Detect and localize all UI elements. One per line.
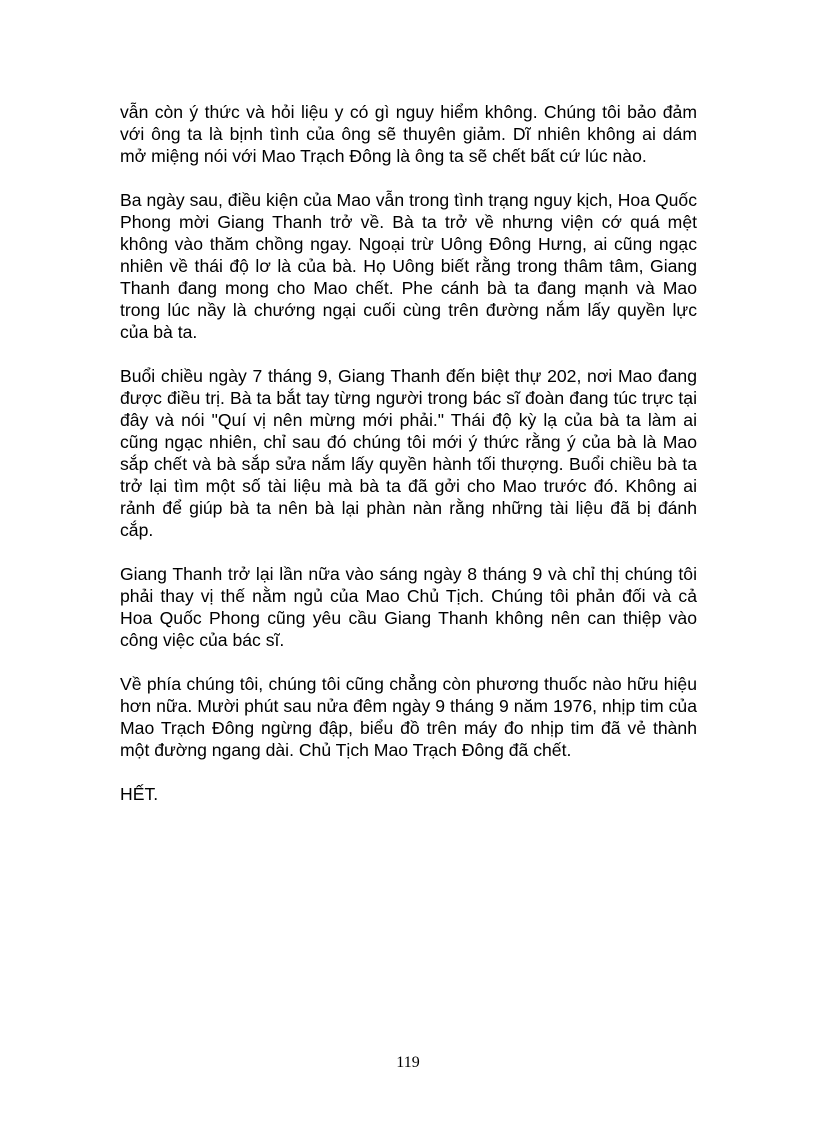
paragraph: Về phía chúng tôi, chúng tôi cũng chẳng còn phương thuốc nào hữu hiệu hơn nữa. Mười phút sau nửa đêm ngày 9 tháng 9 năm 1976, nhịp tim của Mao Trạch Đông ngừng đập, biểu đồ trên máy đo nhịp tim đã vẻ thành một đường ngang dài. Chủ Tịch Mao Trạch Đông đã chết.	[120, 674, 697, 760]
paragraph: Ba ngày sau, điều kiện của Mao vẫn trong tình trạng nguy kịch, Hoa Quốc Phong mời Giang Thanh trở về. Bà ta trở về nhưng viện cớ quá mệt không vào thăm chồng ngay. Ngoại trừ Uông Đông Hưng, ai cũng ngạc nhiên về thái độ lơ là của bà. Họ Uông biết rằng trong thâm tâm, Giang Thanh đang mong cho Mao chết. Phe cánh bà ta đang mạnh và Mao trong lúc nầy là chướng ngại cuối cùng trên đường nắm lấy quyền lực của bà ta.	[120, 190, 697, 342]
paragraph: Buổi chiều ngày 7 tháng 9, Giang Thanh đến biệt thự 202, nơi Mao đang được điều trị. Bà ta bắt tay từng người trong bác sĩ đoàn đang túc trực tại đây và nói "Quí vị nên mừng mới phải." Thái độ kỳ lạ của bà ta làm ai cũng ngạc nhiên, chỉ sau đó chúng tôi mới ý thức rằng ý của bà là Mao sắp chết và bà sắp sửa nắm lấy quyền hành tối thượng. Buổi chiều bà ta trở lại tìm một số tài liệu mà bà ta đã gởi cho Mao trước đó. Không ai rảnh để giúp bà ta nên bà lại phàn nàn rằng những tài liệu đã bị đánh cắp.	[120, 366, 697, 540]
page-number: 119	[396, 1054, 420, 1071]
paragraph: Giang Thanh trở lại lần nữa vào sáng ngày 8 tháng 9 và chỉ thị chúng tôi phải thay vị thế nằm ngủ của Mao Chủ Tịch. Chúng tôi phản đối và cả Hoa Quốc Phong cũng yêu cầu Giang Thanh không nên can thiệp vào công việc của bác sĩ.	[120, 564, 697, 650]
end-marker: HẾT.	[120, 784, 159, 804]
paragraph: vẫn còn ý thức và hỏi liệu y có gì nguy hiểm không. Chúng tôi bảo đảm với ông ta là bịnh tình của ông sẽ thuyên giảm. Dĩ nhiên không ai dám mở miệng nói với Mao Trạch Đông là ông ta sẽ chết bất cứ lúc nào.	[120, 102, 697, 166]
body-text	[120, 101, 697, 827]
